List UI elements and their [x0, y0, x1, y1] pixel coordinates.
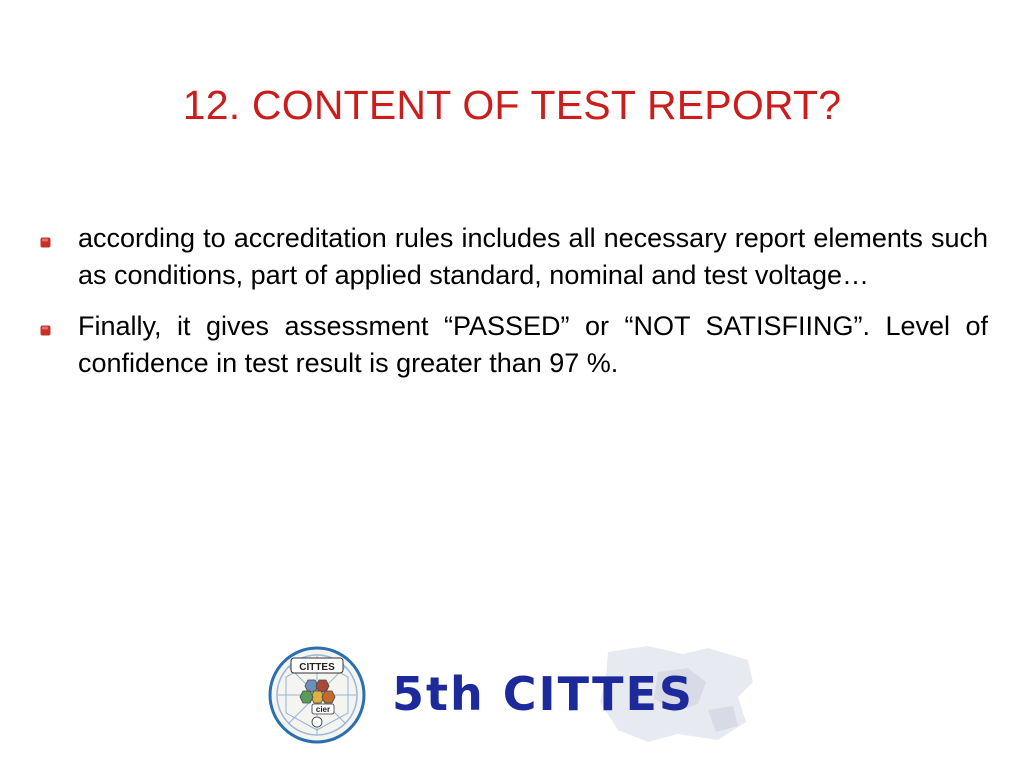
- seal-top-text: CITTES: [299, 662, 335, 673]
- bullet-item: [38, 220, 988, 294]
- event-name: 5th CITTES: [392, 667, 694, 721]
- bullet-text: Finally, it gives assessment “PASSED” or “NOT SATISFIING”. Level of confidence in test result is greater than 97 %.: [78, 311, 988, 378]
- seal-mid-text: cier: [315, 705, 331, 714]
- cittes-seal-logo: [268, 646, 366, 744]
- square-bullet-icon: [40, 237, 51, 248]
- bullet-text: according to accreditation rules includes all necessary report elements such as conditions, part of applied standard, nominal and test voltage…: [78, 223, 988, 290]
- bullet-list: [38, 220, 988, 396]
- bullet-item: [38, 308, 988, 382]
- square-bullet-icon: [40, 325, 51, 336]
- footer-logo: [262, 642, 758, 746]
- slide-title: 12. CONTENT OF TEST REPORT?: [182, 82, 842, 128]
